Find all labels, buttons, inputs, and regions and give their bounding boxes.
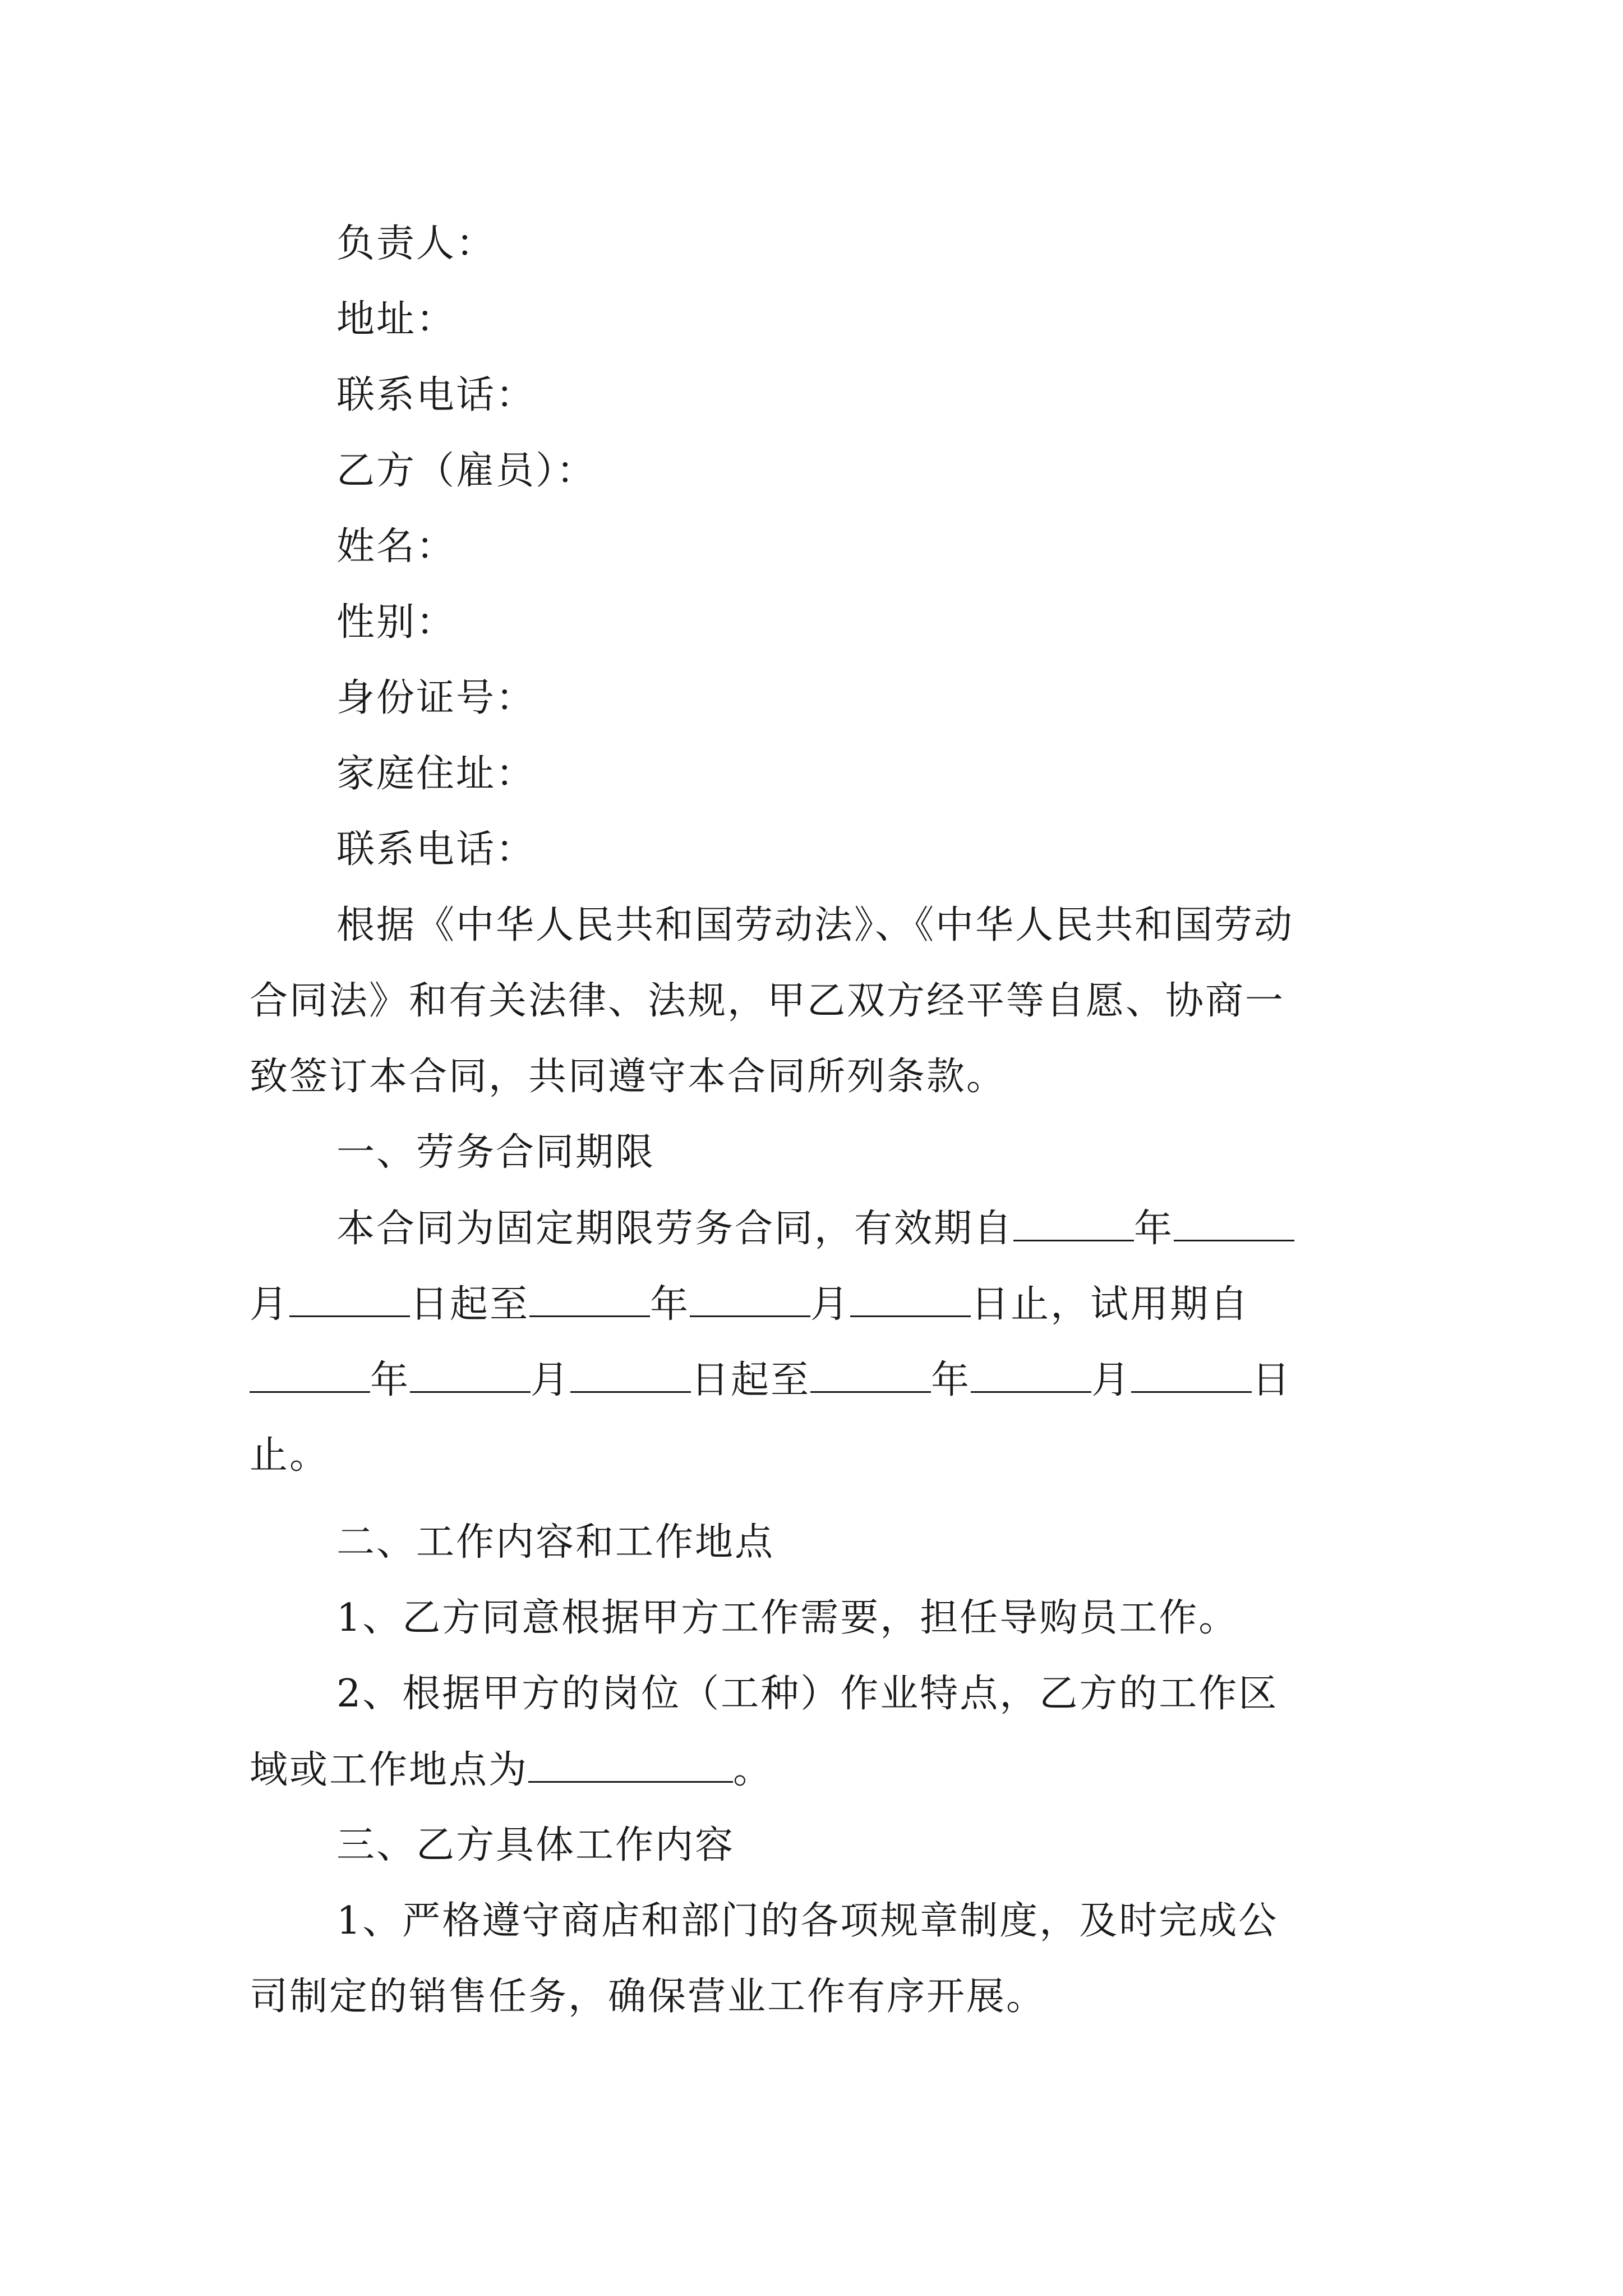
day-from-label: 日起至 — [410, 1282, 530, 1327]
year-label: 年 — [370, 1358, 411, 1402]
blank-start-year[interactable] — [1013, 1206, 1134, 1241]
preamble-line-3: 致签订本合同，共同遵守本合同所列条款。 — [250, 1055, 1007, 1099]
section2-item-1: 1、乙方同意根据甲方工作需要，担任导购员工作。 — [336, 1596, 1239, 1640]
employee-home-address: 家庭住址： — [336, 752, 536, 796]
day-label: 日 — [1252, 1358, 1292, 1402]
blank-end-month[interactable] — [690, 1282, 810, 1317]
employee-name: 姓名： — [336, 524, 457, 569]
month-label: 月 — [810, 1282, 851, 1327]
blank-start-day[interactable] — [289, 1282, 410, 1317]
employee-title: 乙方（雇员）： — [336, 449, 597, 493]
blank-work-location[interactable] — [528, 1747, 733, 1783]
day-from-label: 日起至 — [691, 1358, 811, 1402]
month-label: 月 — [531, 1358, 571, 1402]
employee-id-number: 身份证号： — [336, 676, 536, 720]
term-intro-text: 本合同为固定期限劳务合同，有效期自 — [336, 1207, 1014, 1251]
section3-item-1-line-1: 1、严格遵守商店和部门的各项规章制度，及时完成公 — [336, 1899, 1279, 1943]
employer-responsible-person: 负责人： — [336, 222, 496, 266]
section3-heading: 三、乙方具体工作内容 — [336, 1823, 735, 1867]
blank-end-day[interactable] — [850, 1282, 971, 1317]
day-until-label: 日止，试用期自 — [971, 1282, 1250, 1327]
section2-heading: 二、工作内容和工作地点 — [336, 1520, 775, 1565]
year-label: 年 — [1134, 1207, 1174, 1251]
preamble-line-2: 合同法》和有关法律、法规，甲乙双方经平等自愿、协商一 — [250, 979, 1285, 1023]
section1-term-line-3 — [250, 1358, 1292, 1403]
section1-heading: 一、劳务合同期限 — [336, 1130, 656, 1175]
section1-term-line-4: 止。 — [250, 1433, 330, 1478]
year-label: 年 — [650, 1282, 690, 1327]
blank-trial-start-year[interactable] — [250, 1358, 370, 1393]
blank-trial-end-day[interactable] — [1131, 1358, 1252, 1393]
section2-item-2-line-2 — [250, 1747, 773, 1793]
blank-end-year[interactable] — [529, 1282, 650, 1317]
section2-item-2-line-1: 2、根据甲方的岗位（工种）作业特点，乙方的工作区 — [336, 1672, 1279, 1716]
month-label: 月 — [250, 1282, 290, 1327]
blank-start-month-a[interactable] — [1174, 1206, 1294, 1241]
work-location-label: 域或工作地点为 — [250, 1748, 529, 1792]
period-mark: 。 — [733, 1748, 773, 1792]
blank-trial-end-year[interactable] — [810, 1358, 931, 1393]
employer-address: 地址： — [336, 297, 457, 342]
employee-phone: 联系电话： — [336, 827, 536, 872]
blank-trial-start-day[interactable] — [570, 1358, 691, 1393]
month-label: 月 — [1091, 1358, 1132, 1402]
preamble-line-1: 根据《中华人民共和国劳动法》、《中华人民共和国劳动 — [336, 903, 1294, 947]
year-label: 年 — [931, 1358, 971, 1402]
blank-trial-start-month[interactable] — [410, 1358, 531, 1393]
section1-term-line-2 — [250, 1282, 1249, 1327]
section1-term-line-1 — [336, 1206, 1294, 1251]
blank-trial-end-month[interactable] — [971, 1358, 1091, 1393]
employer-phone: 联系电话： — [336, 373, 536, 417]
section3-item-1-line-2: 司制定的销售任务，确保营业工作有序开展。 — [250, 1975, 1046, 2019]
employee-gender: 性别： — [336, 600, 457, 645]
